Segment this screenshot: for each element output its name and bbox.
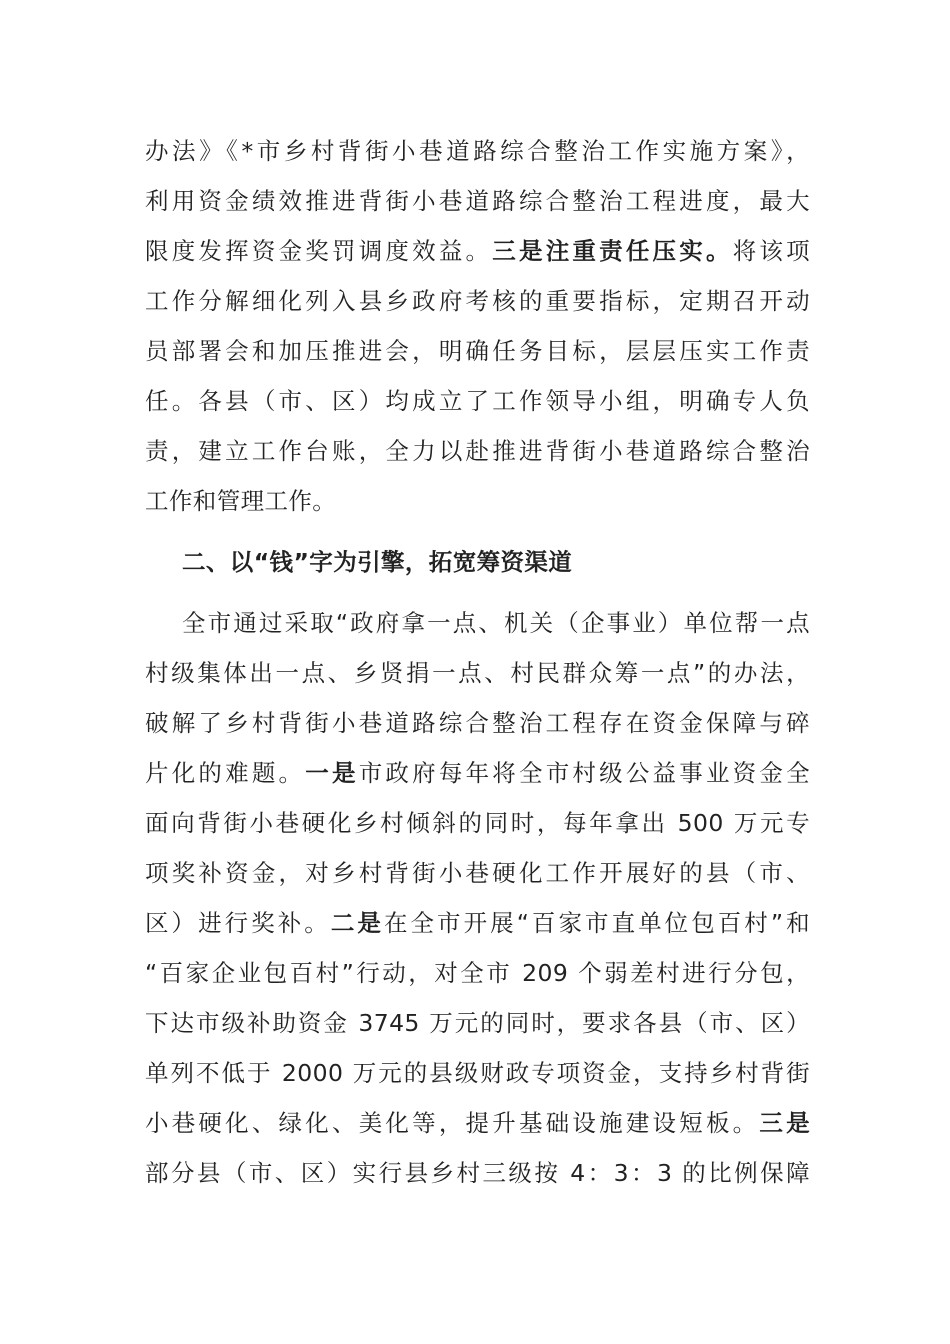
paragraph-line: 项奖补资金，对乡村背街小巷硬化工作开展好的县（市、 bbox=[145, 859, 810, 887]
paragraph-line: 责，建立工作台账，全力以赴推进背街小巷道路综合整治 bbox=[145, 437, 810, 465]
paragraph-line: 片化的难题。一是市政府每年将全市村级公益事业资金全 bbox=[145, 759, 810, 787]
bold-phrase: 三是 bbox=[759, 1109, 810, 1137]
paragraph-line: 区）进行奖补。二是在全市开展“百家市直单位包百村”和 bbox=[145, 909, 810, 937]
paragraph-line: 部分县（市、区）实行县乡村三级按 4：3：3 的比例保障 bbox=[145, 1159, 810, 1187]
paragraph-line: 任。各县（市、区）均成立了工作领导小组，明确专人负 bbox=[145, 387, 810, 415]
paragraph-line: 全市通过采取“政府拿一点、机关（企事业）单位帮一点 bbox=[182, 609, 810, 637]
paragraph-line: 工作分解细化列入县乡政府考核的重要指标，定期召开动 bbox=[145, 287, 810, 315]
paragraph-line: 破解了乡村背街小巷道路综合整治工程存在资金保障与碎 bbox=[145, 709, 810, 737]
bold-phrase: 二是 bbox=[330, 909, 384, 937]
paragraph-line: “百家企业包百村”行动，对全市 209 个弱差村进行分包， bbox=[145, 959, 810, 987]
paragraph-line: 村级集体出一点、乡贤捐一点、村民群众筹一点”的办法， bbox=[145, 659, 810, 687]
bold-phrase: 一是 bbox=[305, 759, 359, 787]
paragraph-line: 员部署会和加压推进会，明确任务目标，层层压实工作责 bbox=[145, 337, 810, 365]
paragraph-line: 下达市级补助资金 3745 万元的同时，要求各县（市、区） bbox=[145, 1009, 810, 1037]
paragraph-line: 限度发挥资金奖罚调度效益。三是注重责任压实。将该项 bbox=[145, 237, 810, 265]
bold-phrase: 三是注重责任压实。 bbox=[492, 237, 733, 265]
paragraph-line: 工作和管理工作。 bbox=[145, 487, 337, 515]
paragraph-line: 利用资金绩效推进背街小巷道路综合整治工程进度，最大 bbox=[145, 187, 810, 215]
section-heading: 二、以“钱”字为引擎，拓宽筹资渠道 bbox=[182, 548, 573, 576]
paragraph-line: 单列不低于 2000 万元的县级财政专项资金，支持乡村背街 bbox=[145, 1059, 810, 1087]
paragraph-line: 小巷硬化、绿化、美化等，提升基础设施建设短板。三是 bbox=[145, 1109, 810, 1137]
paragraph-line: 面向背街小巷硬化乡村倾斜的同时，每年拿出 500 万元专 bbox=[145, 809, 810, 837]
paragraph-line: 办法》《*市乡村背街小巷道路综合整治工作实施方案》， bbox=[145, 137, 810, 165]
